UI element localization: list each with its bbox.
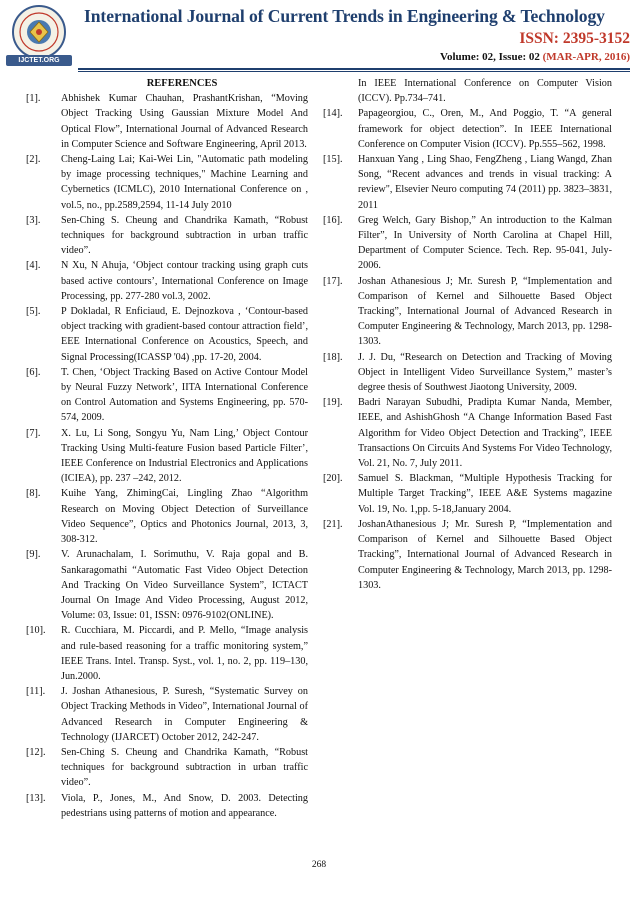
reference-item: [323, 517, 612, 593]
reference-item: [26, 547, 308, 623]
reference-text: Joshan Athanesious J; Mr. Suresh P, “Implementation and Comparison of Kernel and Silhouette Based Object Tracking”, International Journal of Advanced Research in Computer Engineering & Technology, March 2013, pp. 1298-1303.: [358, 275, 612, 348]
reference-number: [15].: [323, 154, 343, 166]
header-rule-thin: [78, 71, 630, 72]
reference-text: N Xu, N Ahuja, ‘Object contour tracking using graph cuts based active contours’, International Conference on Image Processing, pp. 277-280 vol.3, 2002.: [61, 260, 308, 302]
volume-date: (MAR-APR, 2016): [542, 51, 630, 63]
reference-13-continuation: In IEEE International Conference on Computer Vision (ICCV). Pp.734–741.: [358, 78, 612, 105]
reference-text: Greg Welch, Gary Bishop,” An introduction to the Kalman Filter”, In University of North Carolina at Chapel Hill, Department of Computer Science. Tech. Rep. 95-041, July-2006.: [358, 214, 612, 272]
left-column: [26, 76, 308, 821]
reference-item: [26, 365, 308, 426]
reference-text: J. J. Du, “Research on Detection and Tracking of Moving Object in Intelligent Video Surveillance System,” master’s degree thesis of Southwest Jiaotong University, 2009.: [358, 351, 612, 394]
reference-number: [3].: [26, 214, 41, 226]
reference-number: [19].: [323, 397, 343, 409]
reference-text: JoshanAthanesious J; Mr. Suresh P, “Implementation and Comparison of Kernel and Silhouette Based Object Tracking”, International Journal of Advanced Research in Computer Engineering & Technology, March 2013, pp. 1298-1303.: [358, 518, 612, 591]
reference-number: [13].: [26, 792, 46, 804]
reference-item: [26, 791, 308, 821]
reference-number: [17].: [323, 275, 343, 287]
reference-text: Hanxuan Yang , Ling Shao, FengZheng , Liang Wangd, Zhan Song, “Recent advances and trends in visual tracking: A review", Elsevier Neuro computing 74 (2011) pp. 3823–3831, 2011: [358, 154, 612, 211]
references-heading: REFERENCES: [146, 78, 218, 89]
reference-number: [20].: [323, 473, 343, 485]
logo-caption: IJCTET.ORG: [6, 55, 72, 66]
reference-item: [323, 274, 612, 350]
right-reference-list: [323, 106, 612, 593]
reference-item: [26, 426, 308, 487]
reference-number: [6].: [26, 366, 41, 378]
reference-text: Cheng-Laing Lai; Kai-Wei Lin, "Automatic path modeling by image processing techniques," Machine Learning and Cybernetics (ICMLC), 2010 International Conference on , vol.5, no., pp.2589,2594, 11-14 July 2010: [61, 154, 308, 211]
reference-text: Kuihe Yang, ZhimingCai, Lingling Zhao “Algorithm Research on Moving Object Detection of Surveillance Video Sequence”, Optics and Photonics Journal, 2013, 3, 308-312.: [61, 488, 308, 546]
reference-text: Badri Narayan Subudhi, Pradipta Kumar Nanda, Member, IEEE, and AshishGhosh “A Change Information Based Fast Algorithm for Video Object Detection and Tracking”, IEEE Transactions On Circuits And Systems For Video Technology, Vol. 21, No. 7, July 2011.: [358, 397, 612, 470]
reference-number: [21].: [323, 518, 343, 530]
reference-number: [8].: [26, 488, 41, 500]
header-rule: [78, 68, 630, 70]
volume-issue: [440, 51, 630, 63]
reference-item: [26, 213, 308, 259]
reference-text: Papageorgiou, C., Oren, M., And Poggio, T. “A general framework for object detection”. In IEEE International Conference on Computer Vision (ICCV). Pp.555–562, 1998.: [358, 108, 612, 150]
reference-number: [7].: [26, 427, 41, 439]
reference-number: [4].: [26, 260, 41, 272]
reference-item: [26, 684, 308, 745]
reference-item: [323, 350, 612, 396]
reference-number: [9].: [26, 549, 41, 561]
reference-number: [12].: [26, 746, 46, 758]
reference-text: V. Arunachalam, I. Sorimuthu, V. Raja gopal and B. Sankaragomathi “Automatic Fast Video Object Detection And Tracking On Video Surveillance System”, ICTACT Journal On Image And Video Processing, August 2012, Volume: 03, Issue: 01, ISSN: 0976-9102(ONLINE).: [61, 549, 308, 622]
volume-prefix: Volume: 02, Issue: 02: [440, 51, 543, 63]
reference-text: X. Lu, Li Song, Songyu Yu, Nam Ling,’ Object Contour Tracking Using Multi-feature Fusion based Particle Filter’, IEEE Conference on Industrial Electronics and Applications (ICIEA), pp. 237 –242, 2012.: [61, 427, 308, 485]
reference-text: Samuel S. Blackman, “Multiple Hypothesis Tracking for Multiple Target Tracking”, IEEE A&E Systems magazine Vol. 19, No. 1,pp. 5-18,January 2004.: [358, 473, 612, 515]
left-reference-list: [26, 91, 308, 821]
reference-text: R. Cucchiara, M. Piccardi, and P. Mello, “Image analysis and rule-based reasoning for a traffic monitoring system,” IEEE Trans. Intel. Transp. Syst., vol. 1, no. 2, pp. 119–130, Jun.2000.: [61, 625, 308, 682]
reference-item: [323, 471, 612, 517]
reference-number: [11].: [26, 686, 46, 698]
reference-item: [323, 152, 612, 213]
reference-item: [323, 106, 612, 152]
reference-item: [26, 304, 308, 365]
reference-item: [26, 745, 308, 791]
reference-item: [323, 213, 612, 274]
reference-number: [16].: [323, 214, 343, 226]
reference-text: Sen-Ching S. Cheung and Chandrika Kamath, “Robust techniques for background subtraction in urban traffic video”.: [61, 746, 308, 789]
reference-text: Abhishek Kumar Chauhan, PrashantKrishan, “Moving Object Tracking Using Gaussian Mixture Model And Optical Flow”, International Journal of Advanced Research in Computer Science and Software Engineering, April 2013.: [61, 93, 308, 150]
reference-text: Sen-Ching S. Cheung and Chandrika Kamath, “Robust techniques for background subtraction in urban traffic video”.: [61, 214, 308, 257]
reference-text: P Dokladal, R Enficiaud, E. Dejnozkova , ‘Contour-based object tracking with gradient-based contour attraction field’, EEE International Conference on Acoustics, Speech, and Signal Processing(ICASSP '04) ,pp. 17-20, 2004.: [61, 306, 308, 363]
reference-number: [1].: [26, 93, 41, 105]
reference-text: T. Chen, ‘Object Tracking Based on Active Contour Model by Neural Fuzzy Network’, IITA International Conference on Control Automation and Systems Engineering, pp. 570-574, 2009.: [61, 366, 308, 424]
reference-number: [5].: [26, 306, 41, 318]
issn: ISSN: 2395-3152: [519, 30, 630, 47]
page-number: 268: [311, 860, 327, 870]
reference-number: [14].: [323, 108, 343, 120]
reference-item: [26, 486, 308, 547]
reference-item: [26, 91, 308, 152]
reference-text: J. Joshan Athanesious, P. Suresh, “Systematic Survey on Object Tracking Methods in Video”, International Journal of Advanced Research in Computer Engineering & Technology (IJARCET) October 2012, 242-247.: [61, 686, 308, 743]
reference-number: [18].: [323, 351, 343, 363]
reference-item: [323, 395, 612, 471]
reference-text: Viola, P., Jones, M., And Snow, D. 2003. Detecting pedestrians using patterns of motion and appearance.: [61, 792, 308, 819]
reference-number: [10].: [26, 625, 46, 637]
journal-header: [0, 0, 638, 70]
reference-item: [26, 258, 308, 304]
journal-title: International Journal of Current Trends in Engineering & Technology: [84, 6, 605, 26]
reference-number: [2].: [26, 154, 41, 166]
reference-item: [26, 152, 308, 213]
reference-item: [26, 623, 308, 684]
right-column: [323, 76, 612, 593]
